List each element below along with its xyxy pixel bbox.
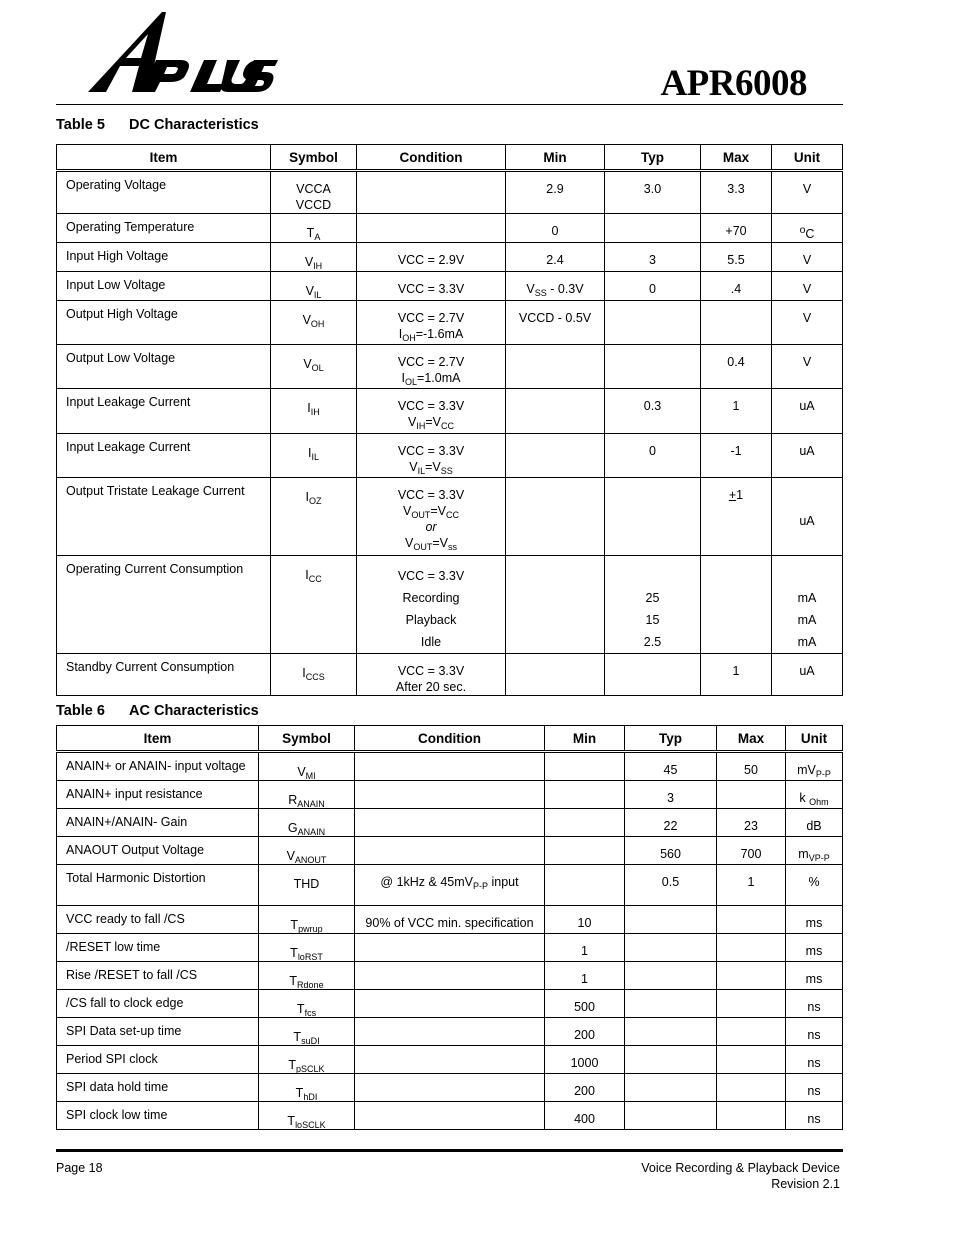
- table6-cell-max: [717, 934, 786, 962]
- table5-cell-item: Operating Voltage: [57, 171, 271, 214]
- table6-cell-item: /CS fall to clock edge: [57, 990, 259, 1018]
- table6-cell-item: Period SPI clock: [57, 1046, 259, 1074]
- table-row: [57, 934, 843, 962]
- table-row: [57, 556, 843, 654]
- table6-cell-max: [717, 962, 786, 990]
- table5-number: Table 5: [56, 117, 105, 133]
- table5-header-min: Min: [506, 145, 605, 171]
- table5-cell-typ: [605, 345, 701, 389]
- table-row: [57, 389, 843, 434]
- table5-cell-unit: $^o$C: [772, 214, 843, 243]
- table-row: [57, 865, 843, 906]
- table5-cell-symbol: $V_{OL}$: [271, 345, 357, 389]
- table-row: [57, 654, 843, 696]
- table6-cell-min: [545, 865, 625, 906]
- table6-cell-min: 500: [545, 990, 625, 1018]
- table6-cell-condition: @ 1kHz & $45mV_{P-P}$ input: [355, 865, 545, 906]
- table6-cell-unit: dB: [786, 809, 843, 837]
- table5-cell-min: 2.4: [506, 243, 605, 272]
- table5-cell-condition: VCC = 3.3V $V_{OUT}=V_{CC}$ or $V_{OUT}=V_{ss}$: [357, 478, 506, 556]
- table6-cell-max: [717, 1102, 786, 1130]
- table6-cell-condition: [355, 752, 545, 781]
- table5-cell-max: -1: [701, 434, 772, 478]
- table5-cell-item: Input High Voltage: [57, 243, 271, 272]
- table6-header-min: Min: [545, 726, 625, 752]
- table5-cell-max: 0.4: [701, 345, 772, 389]
- table5-header-item: Item: [57, 145, 271, 171]
- table5-cell-condition: VCC = 2.7V $I_{OL}=1.0mA$: [357, 345, 506, 389]
- table6-header-unit: Unit: [786, 726, 843, 752]
- table5-header-typ: Typ: [605, 145, 701, 171]
- table-row: [57, 243, 843, 272]
- table6-cell-condition: [355, 990, 545, 1018]
- table6-header-row: [57, 726, 843, 752]
- table6-cell-max: [717, 1018, 786, 1046]
- table-row: [57, 1046, 843, 1074]
- table6-cell-condition: [355, 781, 545, 809]
- table6-cell-item: ANAIN+/ANAIN- Gain: [57, 809, 259, 837]
- table6-cell-unit: ns: [786, 1018, 843, 1046]
- table6-cell-item: SPI data hold time: [57, 1074, 259, 1102]
- table6-cell-symbol: $T_{pwrup}$: [259, 906, 355, 934]
- table5-cell-condition: VCC = 2.7V $I_{OH}=-1.6mA$: [357, 301, 506, 345]
- table5-cell-condition: VCC = 3.3V: [357, 272, 506, 301]
- table-row: [57, 301, 843, 345]
- table-row: [57, 1018, 843, 1046]
- table6-cell-unit: ms: [786, 906, 843, 934]
- table6-cell-typ: 22: [625, 809, 717, 837]
- table5-title: DC Characteristics: [129, 117, 259, 133]
- table6-cell-min: 1000: [545, 1046, 625, 1074]
- table5-cell-min: VCCD - 0.5V: [506, 301, 605, 345]
- table6-cell-condition: [355, 934, 545, 962]
- table-row: [57, 171, 843, 214]
- dc-characteristics-table: [56, 144, 843, 696]
- table6-cell-typ: [625, 990, 717, 1018]
- table6-title: AC Characteristics: [129, 703, 259, 719]
- table6-cell-typ: 45: [625, 752, 717, 781]
- table6-caption: [56, 703, 259, 719]
- table6-cell-typ: [625, 1102, 717, 1130]
- table6-header-max: Max: [717, 726, 786, 752]
- table6-cell-typ: [625, 1018, 717, 1046]
- table6-header-condition: Condition: [355, 726, 545, 752]
- table6-cell-item: ANAOUT Output Voltage: [57, 837, 259, 865]
- table-row: [57, 214, 843, 243]
- table5-header-condition: Condition: [357, 145, 506, 171]
- table5-cell-min: $V_{SS} - 0.3V$: [506, 272, 605, 301]
- table6-cell-item: Total Harmonic Distortion: [57, 865, 259, 906]
- header-rule: [56, 104, 843, 105]
- table5-header-row: [57, 145, 843, 171]
- table-row: [57, 990, 843, 1018]
- table5-cell-max: [701, 556, 772, 654]
- table5-cell-max: 5.5: [701, 243, 772, 272]
- table6-cell-min: [545, 781, 625, 809]
- table6-cell-condition: [355, 1074, 545, 1102]
- page-number: Page 18: [56, 1161, 103, 1175]
- table5-cell-unit: mA mA mA: [772, 556, 843, 654]
- table6-cell-condition: [355, 837, 545, 865]
- table5-cell-symbol: $V_{IH}$: [271, 243, 357, 272]
- table-row: [57, 752, 843, 781]
- table5-cell-symbol: $I_{OZ}$: [271, 478, 357, 556]
- table5-cell-item: Standby Current Consumption: [57, 654, 271, 696]
- table6-cell-condition: [355, 809, 545, 837]
- table6-cell-typ: [625, 1046, 717, 1074]
- table6-cell-symbol: $T_{Rdone}$: [259, 962, 355, 990]
- table5-cell-max: [701, 301, 772, 345]
- table6-cell-symbol: $V_{MI}$: [259, 752, 355, 781]
- table6-cell-item: SPI clock low time: [57, 1102, 259, 1130]
- table6-cell-min: 10: [545, 906, 625, 934]
- table5-cell-min: 2.9: [506, 171, 605, 214]
- table6-cell-typ: [625, 1074, 717, 1102]
- table6-cell-condition: [355, 962, 545, 990]
- table5-cell-condition: VCC = 3.3V $V_{IL}=V_{SS}$: [357, 434, 506, 478]
- table6-cell-typ: [625, 934, 717, 962]
- table5-header-unit: Unit: [772, 145, 843, 171]
- table5-cell-typ: 0: [605, 272, 701, 301]
- table5-cell-symbol: $T_A$: [271, 214, 357, 243]
- table6-cell-max: [717, 990, 786, 1018]
- table5-cell-unit: uA: [772, 389, 843, 434]
- table5-cell-typ: 3.0: [605, 171, 701, 214]
- table-row: [57, 345, 843, 389]
- table5-cell-typ: [605, 301, 701, 345]
- table5-cell-condition: VCC = 3.3V $V_{IH}=V_{CC}$: [357, 389, 506, 434]
- table6-cell-typ: 0.5: [625, 865, 717, 906]
- table-row: [57, 478, 843, 556]
- table6-cell-min: 1: [545, 962, 625, 990]
- table6-header-item: Item: [57, 726, 259, 752]
- table-row: [57, 272, 843, 301]
- table5-cell-typ: 0: [605, 434, 701, 478]
- table6-cell-typ: [625, 962, 717, 990]
- table6-cell-max: [717, 781, 786, 809]
- table5-cell-max: .4: [701, 272, 772, 301]
- table5-cell-min: 0: [506, 214, 605, 243]
- table5-cell-max: +70: [701, 214, 772, 243]
- table6-cell-min: 1: [545, 934, 625, 962]
- table5-cell-typ: 0.3: [605, 389, 701, 434]
- table5-cell-typ: 25 15 2.5: [605, 556, 701, 654]
- table5-cell-unit: V: [772, 171, 843, 214]
- table6-cell-min: [545, 837, 625, 865]
- table6-cell-max: 23: [717, 809, 786, 837]
- table5-cell-condition: VCC = 3.3V After 20 sec.: [357, 654, 506, 696]
- table5-cell-max: 1: [701, 389, 772, 434]
- table6-cell-unit: ns: [786, 1102, 843, 1130]
- table6-cell-item: ANAIN+ or ANAIN- input voltage: [57, 752, 259, 781]
- table6-cell-typ: 3: [625, 781, 717, 809]
- table6-cell-item: VCC ready to fall /CS: [57, 906, 259, 934]
- table6-cell-condition: [355, 1102, 545, 1130]
- table5-cell-typ: [605, 478, 701, 556]
- table6-cell-typ: [625, 906, 717, 934]
- footer-rule: [56, 1149, 843, 1152]
- table5-cell-symbol: $I_{CC}$: [271, 556, 357, 654]
- table6-cell-symbol: $T_{fcs}$: [259, 990, 355, 1018]
- table5-cell-item: Output Low Voltage: [57, 345, 271, 389]
- table5-cell-symbol: $V_{IL}$: [271, 272, 357, 301]
- table6-cell-symbol: $T_{suDI}$: [259, 1018, 355, 1046]
- table6-cell-min: 200: [545, 1074, 625, 1102]
- table5-cell-unit: uA: [772, 654, 843, 696]
- table5-cell-typ: 3: [605, 243, 701, 272]
- table5-cell-unit: uA: [772, 434, 843, 478]
- table6-cell-symbol: $T_{pSCLK}$: [259, 1046, 355, 1074]
- table5-cell-symbol: $I_{IH}$: [271, 389, 357, 434]
- table6-cell-min: [545, 752, 625, 781]
- table6-header-typ: Typ: [625, 726, 717, 752]
- table-row: [57, 434, 843, 478]
- table5-cell-symbol: $I_{CCS}$: [271, 654, 357, 696]
- table-row: [57, 1074, 843, 1102]
- table6-cell-condition: [355, 1018, 545, 1046]
- table6-cell-min: 400: [545, 1102, 625, 1130]
- revision: Revision 2.1: [771, 1177, 840, 1191]
- table5-cell-condition: VCC = 2.9V: [357, 243, 506, 272]
- table6-cell-unit: ns: [786, 1074, 843, 1102]
- table5-cell-symbol: $V_{OH}$: [271, 301, 357, 345]
- table6-cell-unit: ms: [786, 962, 843, 990]
- table5-cell-unit: V: [772, 301, 843, 345]
- table6-cell-unit: $mV_{P-P}$: [786, 752, 843, 781]
- table5-cell-typ: [605, 654, 701, 696]
- table6-cell-unit: %: [786, 865, 843, 906]
- aplus-logo: [86, 8, 282, 96]
- table6-cell-symbol: $T_{loSCLK}$: [259, 1102, 355, 1130]
- table5-cell-max: 3.3: [701, 171, 772, 214]
- table6-cell-symbol: THD: [259, 865, 355, 906]
- table6-cell-min: 200: [545, 1018, 625, 1046]
- table5-cell-item: Input Leakage Current: [57, 389, 271, 434]
- table5-cell-min: [506, 389, 605, 434]
- doc-title: Voice Recording & Playback Device: [641, 1161, 840, 1175]
- ac-characteristics-table: [56, 725, 843, 1130]
- table6-cell-typ: 560: [625, 837, 717, 865]
- table6-number: Table 6: [56, 703, 105, 719]
- table5-cell-min: [506, 478, 605, 556]
- table5-cell-typ: [605, 214, 701, 243]
- table5-cell-min: [506, 654, 605, 696]
- table5-header-symbol: Symbol: [271, 145, 357, 171]
- table6-cell-symbol: $V_{ANOUT}$: [259, 837, 355, 865]
- table5-cell-unit: uA: [772, 478, 843, 556]
- table5-cell-item: Input Leakage Current: [57, 434, 271, 478]
- table-row: [57, 1102, 843, 1130]
- table6-cell-max: [717, 1046, 786, 1074]
- table5-cell-condition: [357, 214, 506, 243]
- table5-cell-max: +1: [701, 478, 772, 556]
- table6-header-symbol: Symbol: [259, 726, 355, 752]
- table-row: [57, 906, 843, 934]
- table6-cell-symbol: $T_{loRST}$: [259, 934, 355, 962]
- table-row: [57, 837, 843, 865]
- table5-cell-unit: V: [772, 272, 843, 301]
- table6-cell-unit: k $_{Ohm}$: [786, 781, 843, 809]
- table5-cell-condition: VCC = 3.3V Recording Playback Idle: [357, 556, 506, 654]
- table6-cell-max: 700: [717, 837, 786, 865]
- table6-cell-symbol: $T_{hDI}$: [259, 1074, 355, 1102]
- table6-cell-symbol: $R_{ANAIN}$: [259, 781, 355, 809]
- table6-cell-item: ANAIN+ input resistance: [57, 781, 259, 809]
- table5-cell-unit: V: [772, 243, 843, 272]
- table5-cell-item: Input Low Voltage: [57, 272, 271, 301]
- table5-cell-min: [506, 345, 605, 389]
- table5-header-max: Max: [701, 145, 772, 171]
- table6-cell-unit: ns: [786, 990, 843, 1018]
- table5-cell-min: [506, 434, 605, 478]
- table6-cell-max: [717, 906, 786, 934]
- table6-cell-item: SPI Data set-up time: [57, 1018, 259, 1046]
- table5-cell-unit: V: [772, 345, 843, 389]
- table5-cell-condition: [357, 171, 506, 214]
- table5-cell-item: Output Tristate Leakage Current: [57, 478, 271, 556]
- table6-cell-symbol: $G_{ANAIN}$: [259, 809, 355, 837]
- table6-cell-condition: [355, 1046, 545, 1074]
- table5-cell-symbol: $I_{IL}$: [271, 434, 357, 478]
- table5-cell-symbol: VCCA VCCD: [271, 171, 357, 214]
- table5-cell-max: 1: [701, 654, 772, 696]
- table6-cell-unit: ms: [786, 934, 843, 962]
- table6-cell-item: /RESET low time: [57, 934, 259, 962]
- table6-cell-min: [545, 809, 625, 837]
- table6-cell-item: Rise /RESET to fall /CS: [57, 962, 259, 990]
- table-row: [57, 781, 843, 809]
- table6-cell-unit: ns: [786, 1046, 843, 1074]
- table6-cell-max: 50: [717, 752, 786, 781]
- table6-cell-unit: $m_{VP-P}$: [786, 837, 843, 865]
- table6-cell-condition: 90% of VCC min. specification: [355, 906, 545, 934]
- table6-cell-max: [717, 1074, 786, 1102]
- table5-cell-min: [506, 556, 605, 654]
- table6-cell-max: 1: [717, 865, 786, 906]
- table5-cell-item: Operating Current Consumption: [57, 556, 271, 654]
- table5-caption: [56, 117, 259, 133]
- table-row: [57, 809, 843, 837]
- table5-cell-item: Operating Temperature: [57, 214, 271, 243]
- table5-cell-item: Output High Voltage: [57, 301, 271, 345]
- table-row: [57, 962, 843, 990]
- part-number: APR6008: [660, 63, 807, 104]
